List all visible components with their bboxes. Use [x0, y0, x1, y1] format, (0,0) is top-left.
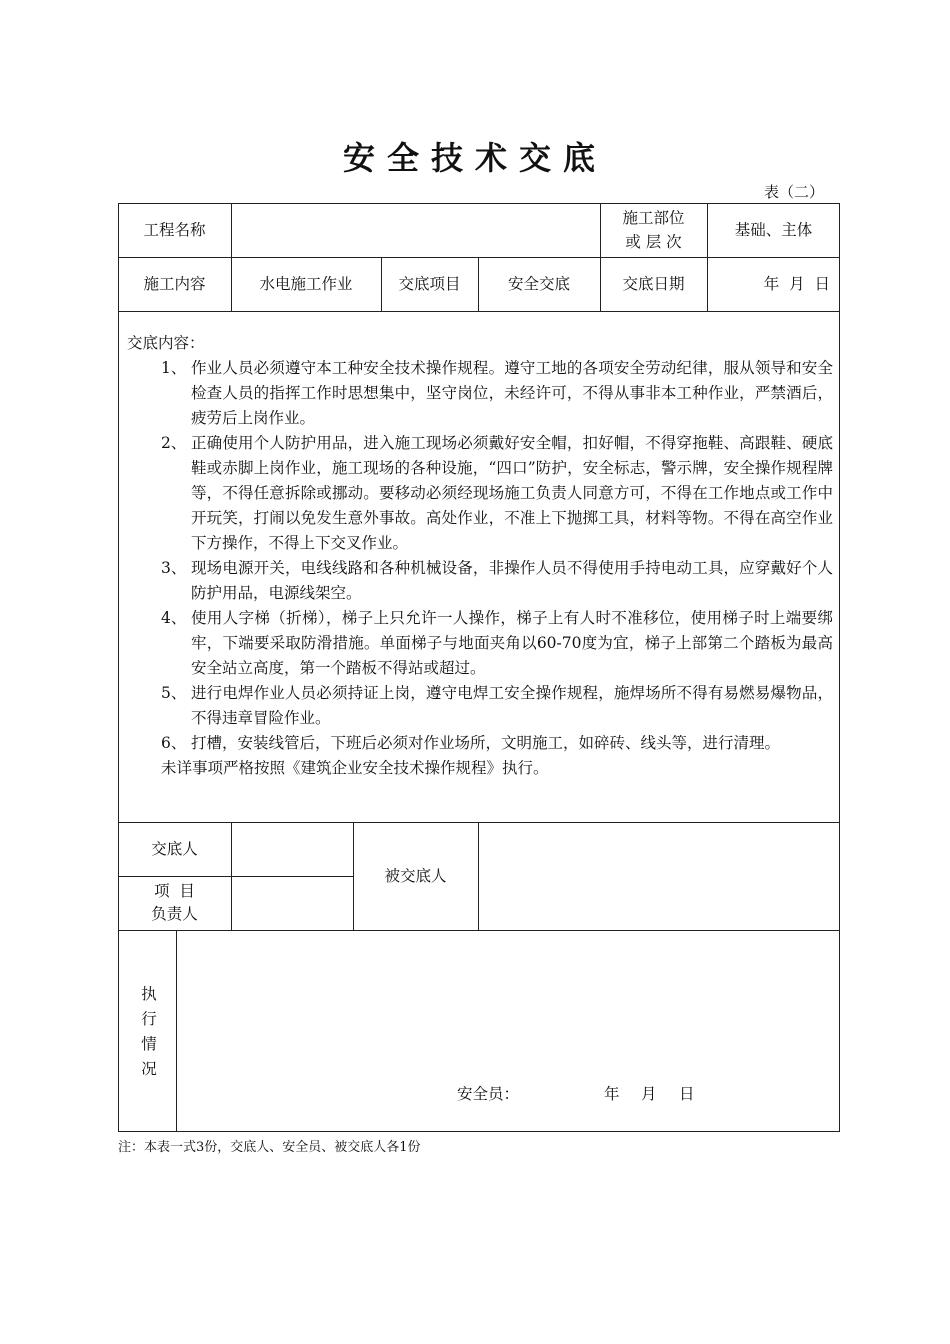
construction-content-value[interactable]: 水电施工作业 — [259, 275, 353, 293]
briefing-date-label: 交底日期 — [622, 275, 685, 293]
list-item: 2、 正确使用个人防护用品，进入施工现场必须戴好安全帽，扣好帽，不得穿拖鞋、高跟鞋、硬底鞋或赤脚上岗作业，施工现场的各种设施，“四口”防护，安全标志，警示牌，安全操作规程牌等，不得任意拆除或挪动。要移动必须经现场施工负责人同意方可，不得在工作地点或工作中开玩笑，打闹以免发生意外事故。高处作业，不准上下抛掷工具，材料等物。不得在高空作业下方操作，不得上下交叉作业。 — [161, 434, 833, 552]
project-name-label: 工程名称 — [143, 221, 206, 239]
page-title: 安全技术交底 — [342, 139, 607, 177]
list-item: 1、 作业人员必须遵守本工种安全技术操作规程。遵守工地的各项安全劳动纪律，服从领导和安全检查人员的指挥工作时思想集中，坚守岗位，未经许可，不得从事非本工种作业，严禁酒后，疲劳后上岗作业。 — [161, 359, 833, 427]
footnote: 注：本表一式3份，交底人、安全员、被交底人各1份 — [118, 1140, 421, 1155]
briefing-date-value[interactable]: 年 月 日 — [763, 275, 830, 293]
recipient-label: 被交底人 — [384, 867, 447, 885]
project-manager-signature-field[interactable] — [231, 876, 353, 930]
list-item: 5、 进行电焊作业人员必须持证上岗，遵守电焊工安全操作规程，施焊场所不得有易燃易爆物品，不得违章冒险作业。 — [161, 684, 833, 727]
content-lead: 交底内容： — [127, 334, 205, 352]
location-label: 施工部位 或 层 次 — [622, 209, 685, 251]
list-item: 6、 打槽，安装线管后，下班后必须对作业场所，文明施工，如碎砖、线头等，进行清理。 — [161, 734, 781, 752]
execution-label: 执 行 情 况 — [141, 985, 157, 1078]
form-number: 表（二） — [763, 183, 824, 201]
list-item: 3、 现场电源开关，电线线路和各种机械设备，非操作人员不得使用手持电动工具，应穿戴好个人防护用品，电源线架空。 — [161, 559, 833, 602]
project-manager-label: 项 目 负责人 — [151, 882, 198, 923]
construction-content-label: 施工内容 — [143, 275, 206, 293]
project-name-field[interactable] — [231, 203, 600, 257]
location-value[interactable]: 基础、主体 — [734, 221, 813, 239]
briefer-signature-field[interactable] — [231, 822, 353, 876]
content-tail: 未详事项严格按照《建筑企业安全技术操作规程》执行。 — [161, 759, 549, 777]
safety-officer-label: 安全员： — [457, 1085, 520, 1103]
date-year: 年 — [604, 1085, 620, 1103]
briefer-label: 交底人 — [151, 840, 198, 858]
recipient-signature-field[interactable] — [478, 822, 840, 930]
date-month: 月 — [641, 1085, 657, 1103]
date-day: 日 — [679, 1085, 695, 1103]
briefing-item-value[interactable]: 安全交底 — [507, 275, 570, 293]
briefing-item-label: 交底项目 — [398, 275, 461, 293]
list-item: 4、 使用人字梯（折梯），梯子上只允许一人操作，梯子上有人时不准移位，使用梯子时上端要绑牢，下端要采取防滑措施。单面梯子与地面夹角以60-70度为宜，梯子上部第二个踏板为最高安全站立高度，第一个踏板不得站或超过。 — [161, 609, 833, 677]
briefing-content — [127, 331, 833, 781]
